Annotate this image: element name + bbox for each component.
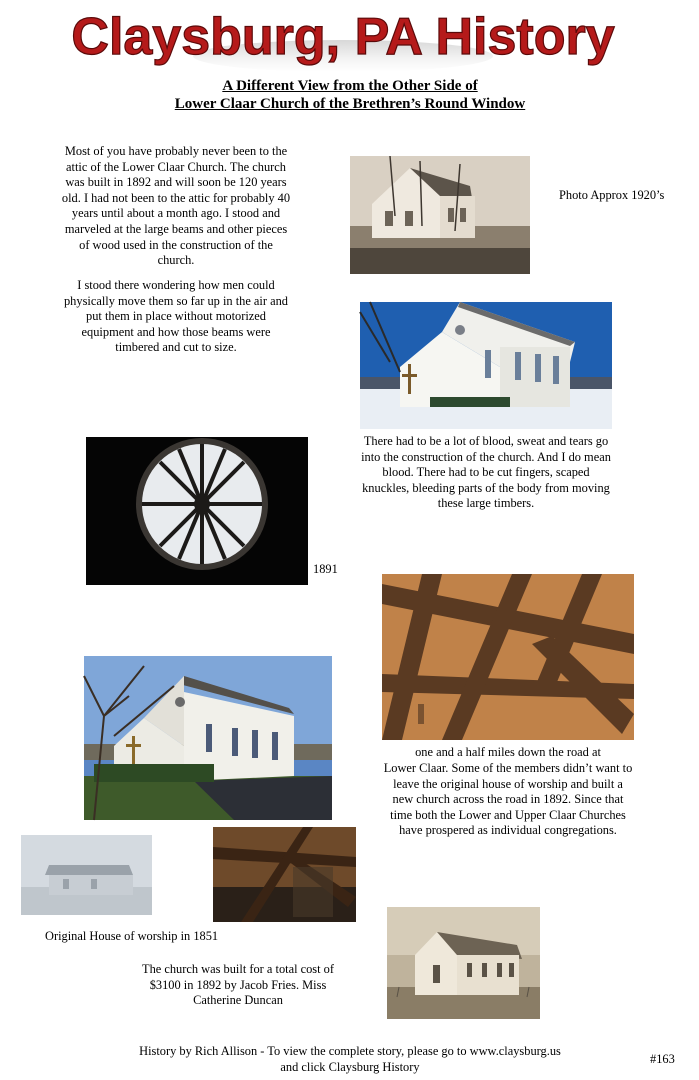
caption-original-house: Original House of worship in 1851 [45,929,219,943]
cost-paragraph: The church was built for a total cost of $3100 in 1892 by Jacob Fries. Miss Catherine Duncan [142,962,334,1008]
page-number: #163 [650,1052,675,1066]
round-window-photo [86,437,308,585]
church-photo-winter [360,302,612,429]
footer-credit-line-1: History by Rich Allison - To view the complete story, please go to www.claysburg.us [139,1044,561,1058]
church-photo-1920s [350,156,530,274]
title-banner-graphic [71,4,615,72]
original-house-photo [21,835,152,915]
blood-paragraph: There had to be a lot of blood, sweat and tears go into the construction of the church. And I do mean blood. There had to be cut fingers, scaped knuckles, bleeding parts of the body from moving these large timbers. [361,434,611,511]
subtitle-line-2: Lower Claar Church of the Brethren’s Round Window [174,96,526,112]
caption-photo-1920s: Photo Approx 1920’s [559,188,665,202]
intro-paragraph: Most of you have probably never been to the attic of the Lower Claar Church. The church was built in 1892 and will soon be 120 years old. I had not been to the attic for probably 40 years until about a month ago. I stood and marveled at the large beams and other pieces of wood used in the construction of the church. [61,144,291,268]
attic-beams-photo [382,574,634,740]
church-photo-sepia [387,907,540,1019]
attic-beams-photo-small [213,827,356,922]
wonder-paragraph: I stood there wondering how men could physically move them so far up in the air and put them in place without motorized equipment and how those beams were timbered and cut to size. [63,278,288,355]
history-paragraph: Lower Claar. Some of the members didn’t want to leave the original house of worship and built a new church across the road in 1892. Since that time both the Lower and Upper Claar Churches have prospered as individual congregations. [383,761,633,838]
page-title: Claysburg, PA History [71,8,615,66]
church-photo-current [84,656,332,820]
title-banner [71,4,615,72]
subtitle-line-1: A Different View from the Other Side of [222,78,478,94]
caption-1891: 1891 [313,562,338,576]
footer-credit-line-2: and click Claysburg History [280,1060,420,1074]
history-line-1: one and a half miles down the road at [415,745,601,759]
